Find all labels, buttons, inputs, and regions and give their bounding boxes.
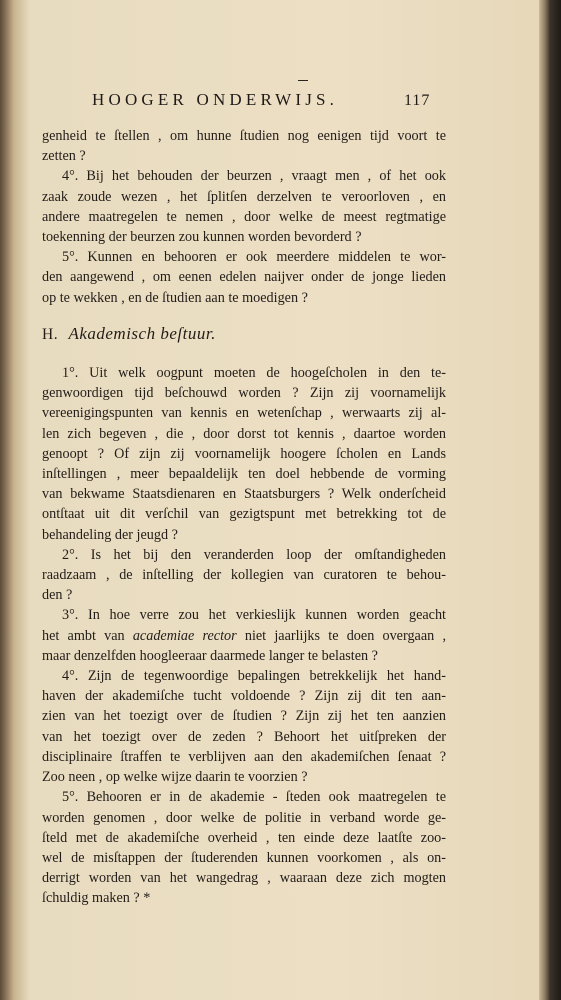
page-number: 117 <box>404 92 431 109</box>
paragraph-continued <box>42 126 446 166</box>
book-spine-edge <box>539 0 561 1000</box>
text-line: worden genomen , door welke de politie in verband worde ge- <box>42 809 446 826</box>
text-line: ſteld met de akademiſche overheid , ten einde deze laatſte zoo- <box>42 829 446 846</box>
text-line: wel de misſtappen der ſtuderenden kunnen voorkomen , als on- <box>42 849 446 866</box>
text-run: niet jaarlijks te doen overgaan , <box>236 627 446 644</box>
paragraph-2-curatoren <box>42 545 446 606</box>
paragraph-4-tucht <box>42 666 446 787</box>
head-dash <box>298 80 308 81</box>
text-line: zien van het toezigt over de ſtudien ? Zijn zij het ten aanzien <box>42 708 446 725</box>
text-line: van bekwame Staatsdienaren en Staatsburgers ? Welk onderſcheid <box>42 486 446 503</box>
text-line: len zich begeven , die , door dorst tot kennis , daartoe worden <box>42 425 446 442</box>
text-line: zetten ? <box>42 148 86 165</box>
text-line: toekenning der beurzen zou kunnen worden bevorderd ? <box>42 229 362 246</box>
italic-term: academiae rector <box>132 627 237 644</box>
running-head-title: HOOGER ONDERWIJS. <box>92 90 339 109</box>
text-line: op te wekken , en de ſtudien aan te moedigen ? <box>42 289 308 306</box>
text-line: disciplinaire ſtraffen te verblijven aan den akademiſchen ſenaat ? <box>42 748 446 765</box>
text-line: genoopt ? Of zijn zij voornamelijk hoogere ſcholen en Lands <box>42 445 446 462</box>
text-line: haven der akademiſche tucht voldoende ? Zijn zij dit ten aan- <box>42 688 446 705</box>
text-line: vereenigingspunten van kennis en wetenſchap , werwaarts zij al- <box>42 405 446 422</box>
text-line: maar denzelfden hoogleeraar daarmede langer te belasten ? <box>42 647 378 664</box>
paragraph-5-politie <box>42 787 446 908</box>
text-line: 5°. Kunnen en behooren er ook meerdere middelen te wor- <box>62 249 446 266</box>
text-line: 5°. Behooren er in de akademie - ſteden ook maatregelen te <box>62 789 446 806</box>
text-line: raadzaam , de inſtelling der kollegien van curatoren te behou- <box>42 567 446 584</box>
running-head <box>12 86 540 116</box>
text-run: het ambt van <box>42 627 133 644</box>
text-line: 2°. Is het bij den veranderden loop der omſtandigheden <box>62 546 446 563</box>
text-line-with-italic <box>42 626 446 646</box>
paragraph-1-oogpunt <box>42 363 446 545</box>
section-label: H. <box>42 325 59 343</box>
text-line: Zoo neen , op welke wijze daarin te voorzien ? <box>42 769 308 786</box>
text-line: genheid te ſtellen , om hunne ſtudien nog eenigen tijd voort te <box>42 128 446 144</box>
text-line: inſtellingen , meer bepaaldelijk ten doel hebbende de vorming <box>42 466 446 483</box>
text-line: ontſtaat uit dit verſchil van gezigtspunt met betrekking tot de <box>42 506 446 523</box>
book-page <box>12 8 540 992</box>
section-title: Akademisch beſtuur. <box>68 323 216 343</box>
text-line: derrigt worden van het wangedrag , waaraan deze zich mogten <box>42 870 446 887</box>
text-line: zaak zoude wezen , het ſplitſen derzelven te veroorloven , en <box>42 188 446 205</box>
paragraph-5-middelen <box>42 247 446 308</box>
text-line: 1°. Uit welk oogpunt moeten de hoogeſcholen in den te- <box>62 365 446 382</box>
text-line: 4°. Bij het behouden der beurzen , vraagt men , of het ook <box>62 168 446 185</box>
text-line: andere maatregelen te nemen , door welke de meest regtmatige <box>42 208 446 225</box>
text-line: den ? <box>42 587 73 604</box>
text-line: genwoordigen tijd beſchouwd worden ? Zijn zij voornamelijk <box>42 385 446 402</box>
text-line: den aangewend , om eenen edelen naijver onder de jonge lieden <box>42 269 446 286</box>
paragraph-3-rector <box>42 605 446 666</box>
text-line: behandeling der jeugd ? <box>42 526 178 543</box>
text-line: 3°. In hoe verre zou het verkieslijk kunnen worden geacht <box>62 607 446 624</box>
paragraph-4-beurzen <box>42 166 446 247</box>
text-line: ſchuldig maken ? * <box>42 890 151 907</box>
text-line: van het toezigt over de zeden ? Behoort het uitſpreken der <box>42 728 446 745</box>
body-text <box>42 126 446 909</box>
text-line: 4°. Zijn de tegenwoordige bepalingen betrekkelijk het hand- <box>62 668 446 685</box>
section-heading <box>42 324 446 345</box>
